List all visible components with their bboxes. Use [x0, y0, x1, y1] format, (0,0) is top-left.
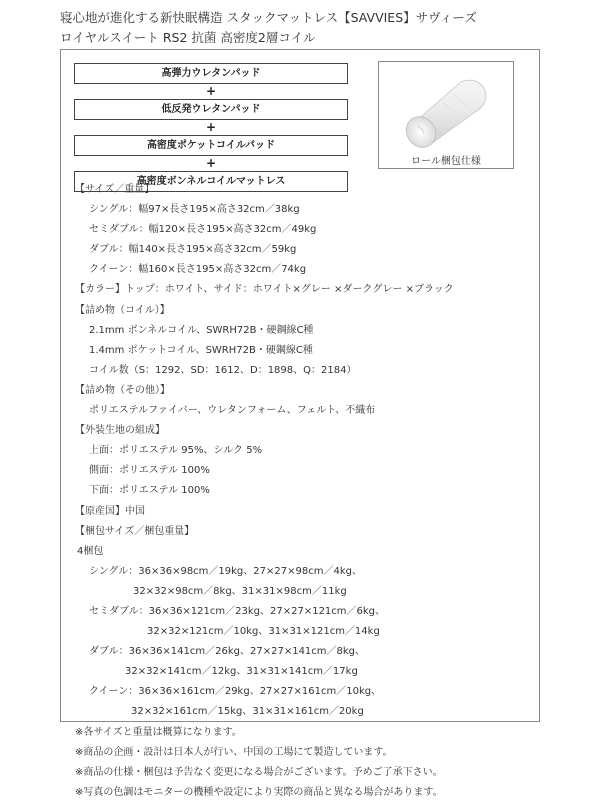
layer-label: 高密度ポケットコイルパッド	[74, 135, 348, 156]
title-line-2: ロイヤルスイート RS2 抗菌 高密度2層コイル	[60, 30, 316, 45]
image-caption: ロール梱包仕様	[411, 156, 481, 167]
spec-heading: 【詰め物（その他）】	[75, 384, 170, 396]
spec-line: ダブル：幅140×長さ195×高さ32cm／59kg	[89, 244, 297, 256]
title-line-1: 寝心地が進化する新快眠構造 スタックマットレス【SAVVIES】サヴィーズ	[60, 10, 477, 25]
spec-line: 32×32×121cm／10kg、31×31×121cm／14kg	[147, 626, 380, 638]
rolled-mattress-image	[397, 70, 497, 150]
spec-line: クイーン：36×36×161cm／29kg、27×27×161cm／10kg、	[89, 686, 382, 698]
spec-heading: 【梱包サイズ／梱包重量】	[75, 525, 195, 537]
spec-line: コイル数（S：1292、SD：1612、D：1898、Q：2184）	[89, 364, 357, 376]
spec-line: セミダブル：幅120×長さ195×高さ32cm／49kg	[89, 224, 317, 236]
spec-heading: 【詰め物（コイル）】	[75, 304, 170, 316]
spec-heading: 【外装生地の組成】	[75, 425, 165, 437]
spec-line: ダブル：36×36×141cm／26kg、27×27×141cm／8kg、	[89, 646, 366, 658]
layer-label: 低反発ウレタンパッド	[74, 99, 348, 120]
layer-stack	[74, 63, 348, 192]
plus-sign: +	[205, 84, 217, 98]
spec-line: 側面：ポリエステル 100%	[89, 465, 210, 477]
spec-line: シングル：幅97×長さ195×高さ32cm／38kg	[89, 204, 300, 216]
product-title	[60, 8, 540, 48]
spec-line: 4梱包	[77, 545, 104, 557]
spec-line: 下面：ポリエステル 100%	[89, 485, 210, 497]
layer-label: 高弾力ウレタンパッド	[74, 63, 348, 84]
spec-heading: ※各サイズと重量は概算になります。	[75, 726, 242, 738]
spec-line: クイーン：幅160×長さ195×高さ32cm／74kg	[89, 264, 307, 276]
spec-line: 32×32×141cm／12kg、31×31×141cm／17kg	[125, 666, 358, 678]
spec-line: シングル：36×36×98cm／19kg、27×27×98cm／4kg、	[89, 565, 362, 577]
spec-line: セミダブル：36×36×121cm／23kg、27×27×121cm／6kg、	[89, 605, 386, 617]
plus-sign: +	[205, 120, 217, 134]
spec-heading: ※写真の色調はモニターの機種や設定により実際の商品と異なる場合があります。	[75, 786, 443, 798]
spec-line: 1.4mm ポケットコイル、SWRH72B・硬鋼線C種	[89, 344, 313, 356]
spec-line: ポリエステルファイバー、ウレタンフォーム、フェルト、不織布	[89, 405, 376, 417]
spec-line: 32×32×161cm／15kg、31×31×161cm／20kg	[131, 706, 364, 718]
roll-packaging-image-box	[378, 61, 514, 169]
spec-line: 上面：ポリエステル 95%、シルク 5%	[89, 445, 263, 457]
spec-line: 32×32×98cm／8kg、31×31×98cm／11kg	[133, 585, 347, 597]
plus-sign: +	[205, 156, 217, 170]
spec-heading: 【サイズ／重量】	[75, 184, 155, 195]
spec-line: 2.1mm ボンネルコイル、SWRH72B・硬鋼線C種	[89, 324, 314, 336]
spec-heading: 【原産国】中国	[75, 505, 145, 517]
spec-heading: ※商品の企画・設計は日本人が行い、中国の工場にて製造しています。	[75, 746, 393, 758]
layer-label: 高密度ボンネルコイルマットレス	[74, 171, 348, 192]
spec-heading: ※商品の仕様・梱包は予告なく変更になる場合がございます。予めご了承下さい。	[75, 766, 443, 778]
spec-heading: 【カラー】トップ：ホワイト、サイド：ホワイト×グレー ×ダークグレー ×ブラック	[75, 284, 454, 296]
spec-list	[75, 180, 530, 803]
